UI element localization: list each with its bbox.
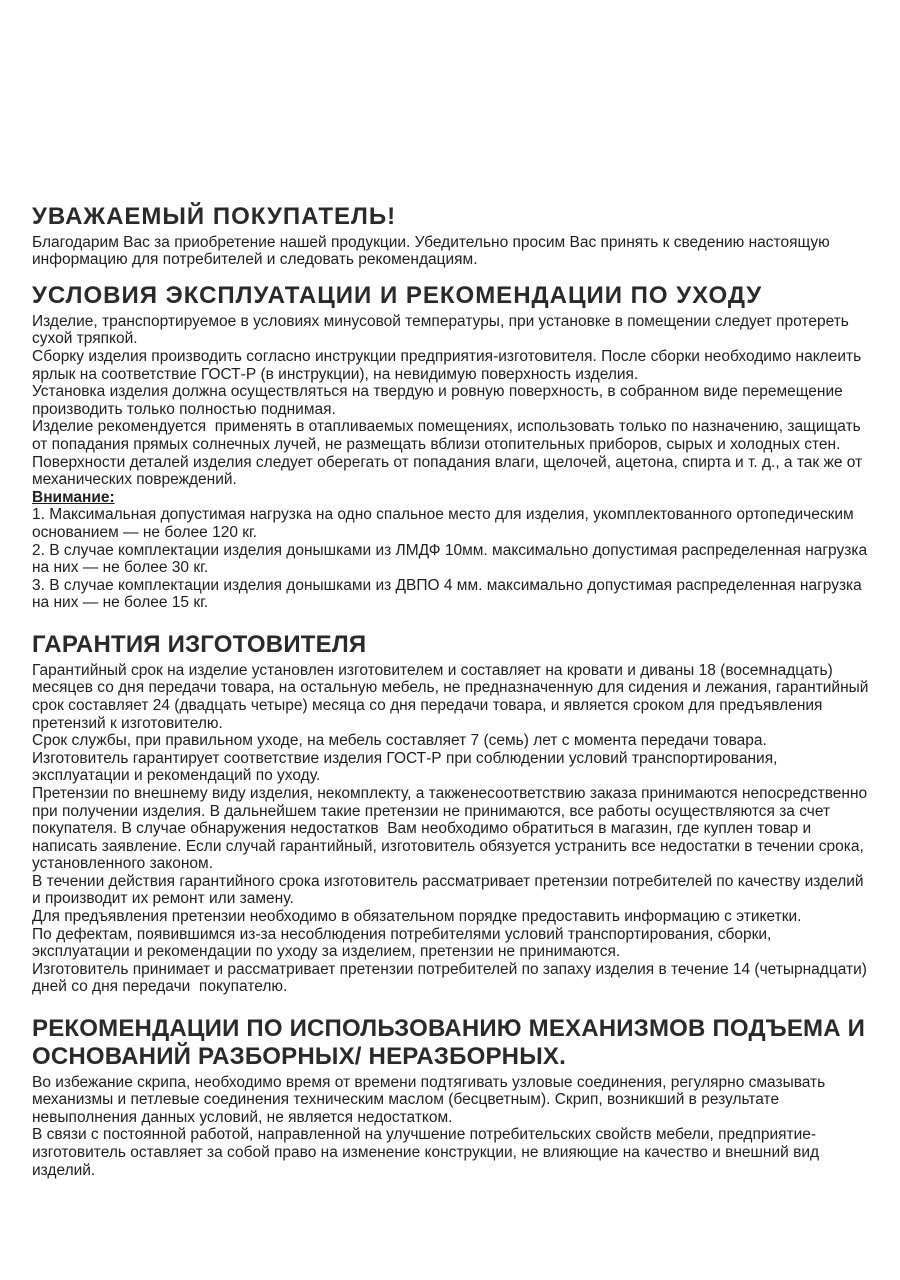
warning-label: Внимание: — [32, 488, 115, 506]
warranty-paragraph-2: Срок службы, при правильном уходе, на мебель составляет 7 (семь) лет с момента передачи товара. — [32, 732, 767, 750]
section-mechanisms — [32, 1015, 872, 1179]
warning-item-3: 3. В случае комплектации изделия донышками из ДВПО 4 мм. максимально допустимая распределенная нагрузка на них — не более 15 кг. — [32, 576, 867, 612]
warranty-paragraph-6: Для предъявления претензии необходимо в обязательном порядке предоставить информацию с этикетки. — [32, 908, 802, 926]
section-warranty — [32, 631, 872, 996]
mechanisms-paragraph-2: В связи с постоянной работой, направленной на улучшение потребительских свойств мебели, предприятие-изготовитель оставляет за собой право на изменение конструкции, не влияющие на качество и внешний вид изделий. — [32, 1126, 824, 1179]
usage-paragraph-3: Установка изделия должна осуществляться на твердую и ровную поверхность, в собранном виде перемещение производить только полностью поднимая. — [32, 383, 848, 418]
greeting-paragraph: Благодарим Вас за приобретение нашей продукции. Убедительно просим Вас принять к сведению настоящую информацию для потребителей и следовать рекомендациям. — [32, 233, 835, 269]
mechanisms-heading: РЕКОМЕНДАЦИИ ПО ИСПОЛЬЗОВАНИЮ МЕХАНИЗМОВ ПОДЪЕМА И ОСНОВАНИЙ РАЗБОРНЫХ/ НЕРАЗБОРНЫХ. — [32, 1015, 866, 1070]
section-greeting — [32, 203, 872, 269]
usage-conditions-heading: УСЛОВИЯ ЭКСПЛУАТАЦИИ И РЕКОМЕНДАЦИИ ПО УХОДУ — [32, 282, 763, 310]
warranty-paragraph-5: В течении действия гарантийного срока изготовитель рассматривает претензии потребителей по качеству изделий и производит их ремонт или замену. — [32, 872, 868, 908]
warranty-heading: ГАРАНТИЯ ИЗГОТОВИТЕЛЯ — [32, 630, 367, 658]
warranty-paragraph-8: Изготовитель принимает и рассматривает претензии потребителей по запаху изделия в течение 14 (четырнадцати) дней со дня передачи покупателю. — [32, 960, 872, 996]
usage-paragraph-5: Поверхности деталей изделия следует оберегать от попадания влаги, щелочей, ацетона, спирта и т. д., а так же от механических повреждений. — [32, 453, 867, 489]
warranty-paragraph-7: По дефектам, появившимся из-за несоблюдения потребителями условий транспортирования, сборки, эксплуатации и рекомендации по уходу за изделием, претензии не принимаются. — [32, 925, 776, 961]
warning-item-2: 2. В случае комплектации изделия донышками из ЛМДФ 10мм. максимально допустимая распределенная нагрузка на них — не более 30 кг. — [32, 541, 872, 577]
usage-paragraph-2: Сборку изделия производить согласно инструкции предприятия-изготовителя. После сборки необходимо наклеить ярлык на соответствие ГОСТ-Р (в инструкции), на невидимую поверхность изделия. — [32, 348, 866, 383]
section-usage-conditions — [32, 282, 872, 612]
warranty-paragraph-3: Изготовитель гарантирует соответствие изделия ГОСТ-Р при соблюдении условий транспортирования, эксплуатации и рекомендаций по уходу. — [32, 749, 782, 785]
warning-item-1: 1. Максимальная допустимая нагрузка на одно спальное место для изделия, укомплектованного ортопедическим основанием — не более 120 кг. — [32, 506, 858, 541]
warranty-paragraph-4: Претензии по внешнему виду изделия, некомплекту, а такженесоответствию заказа принимаются непосредственно при получении изделия. В дальнейшем такие претензии не принимаются, все работы осуществляются за счет покупателя. В случае обнаружения недостатков Вам необходимо обратиться в магазин, где куплен товар и написать заявление. Если случай гарантийный, изготовитель обязуется устранить все недостатки в течении срока, установленного законом. — [32, 784, 872, 873]
warranty-paragraph-1: Гарантийный срок на изделие установлен изготовителем и составляет на кровати и диваны 18 (восемнадцать) месяцев со дня передачи товара, на остальную мебель, не предназначенную для сидения и лежания, гарантийный срок составляет 24 (двадцать четыре) месяца со дня передачи товара, и является сроком для предъявления претензий к изготовителю. — [32, 661, 873, 732]
usage-paragraph-4: Изделие рекомендуется применять в отапливаемых помещениях, использовать только по назначению, защищать от попадания прямых солнечных лучей, не размещать вблизи отопительных приборов, сырых и холодных стен. — [32, 418, 866, 453]
greeting-heading: УВАЖАЕМЫЙ ПОКУПАТЕЛЬ! — [32, 203, 397, 230]
mechanisms-paragraph-1: Во избежание скрипа, необходимо время от времени подтягивать узловые соединения, регулярно смазывать механизмы и петлевые соединения техническим маслом (бесцветным). Скрип, возникший в результате невыполнения данных условий, не является недостатком. — [32, 1073, 830, 1126]
usage-paragraph-1: Изделие, транспортируемое в условиях минусовой температуры, при установке в помещении следует протереть сухой тряпкой. — [32, 312, 854, 348]
